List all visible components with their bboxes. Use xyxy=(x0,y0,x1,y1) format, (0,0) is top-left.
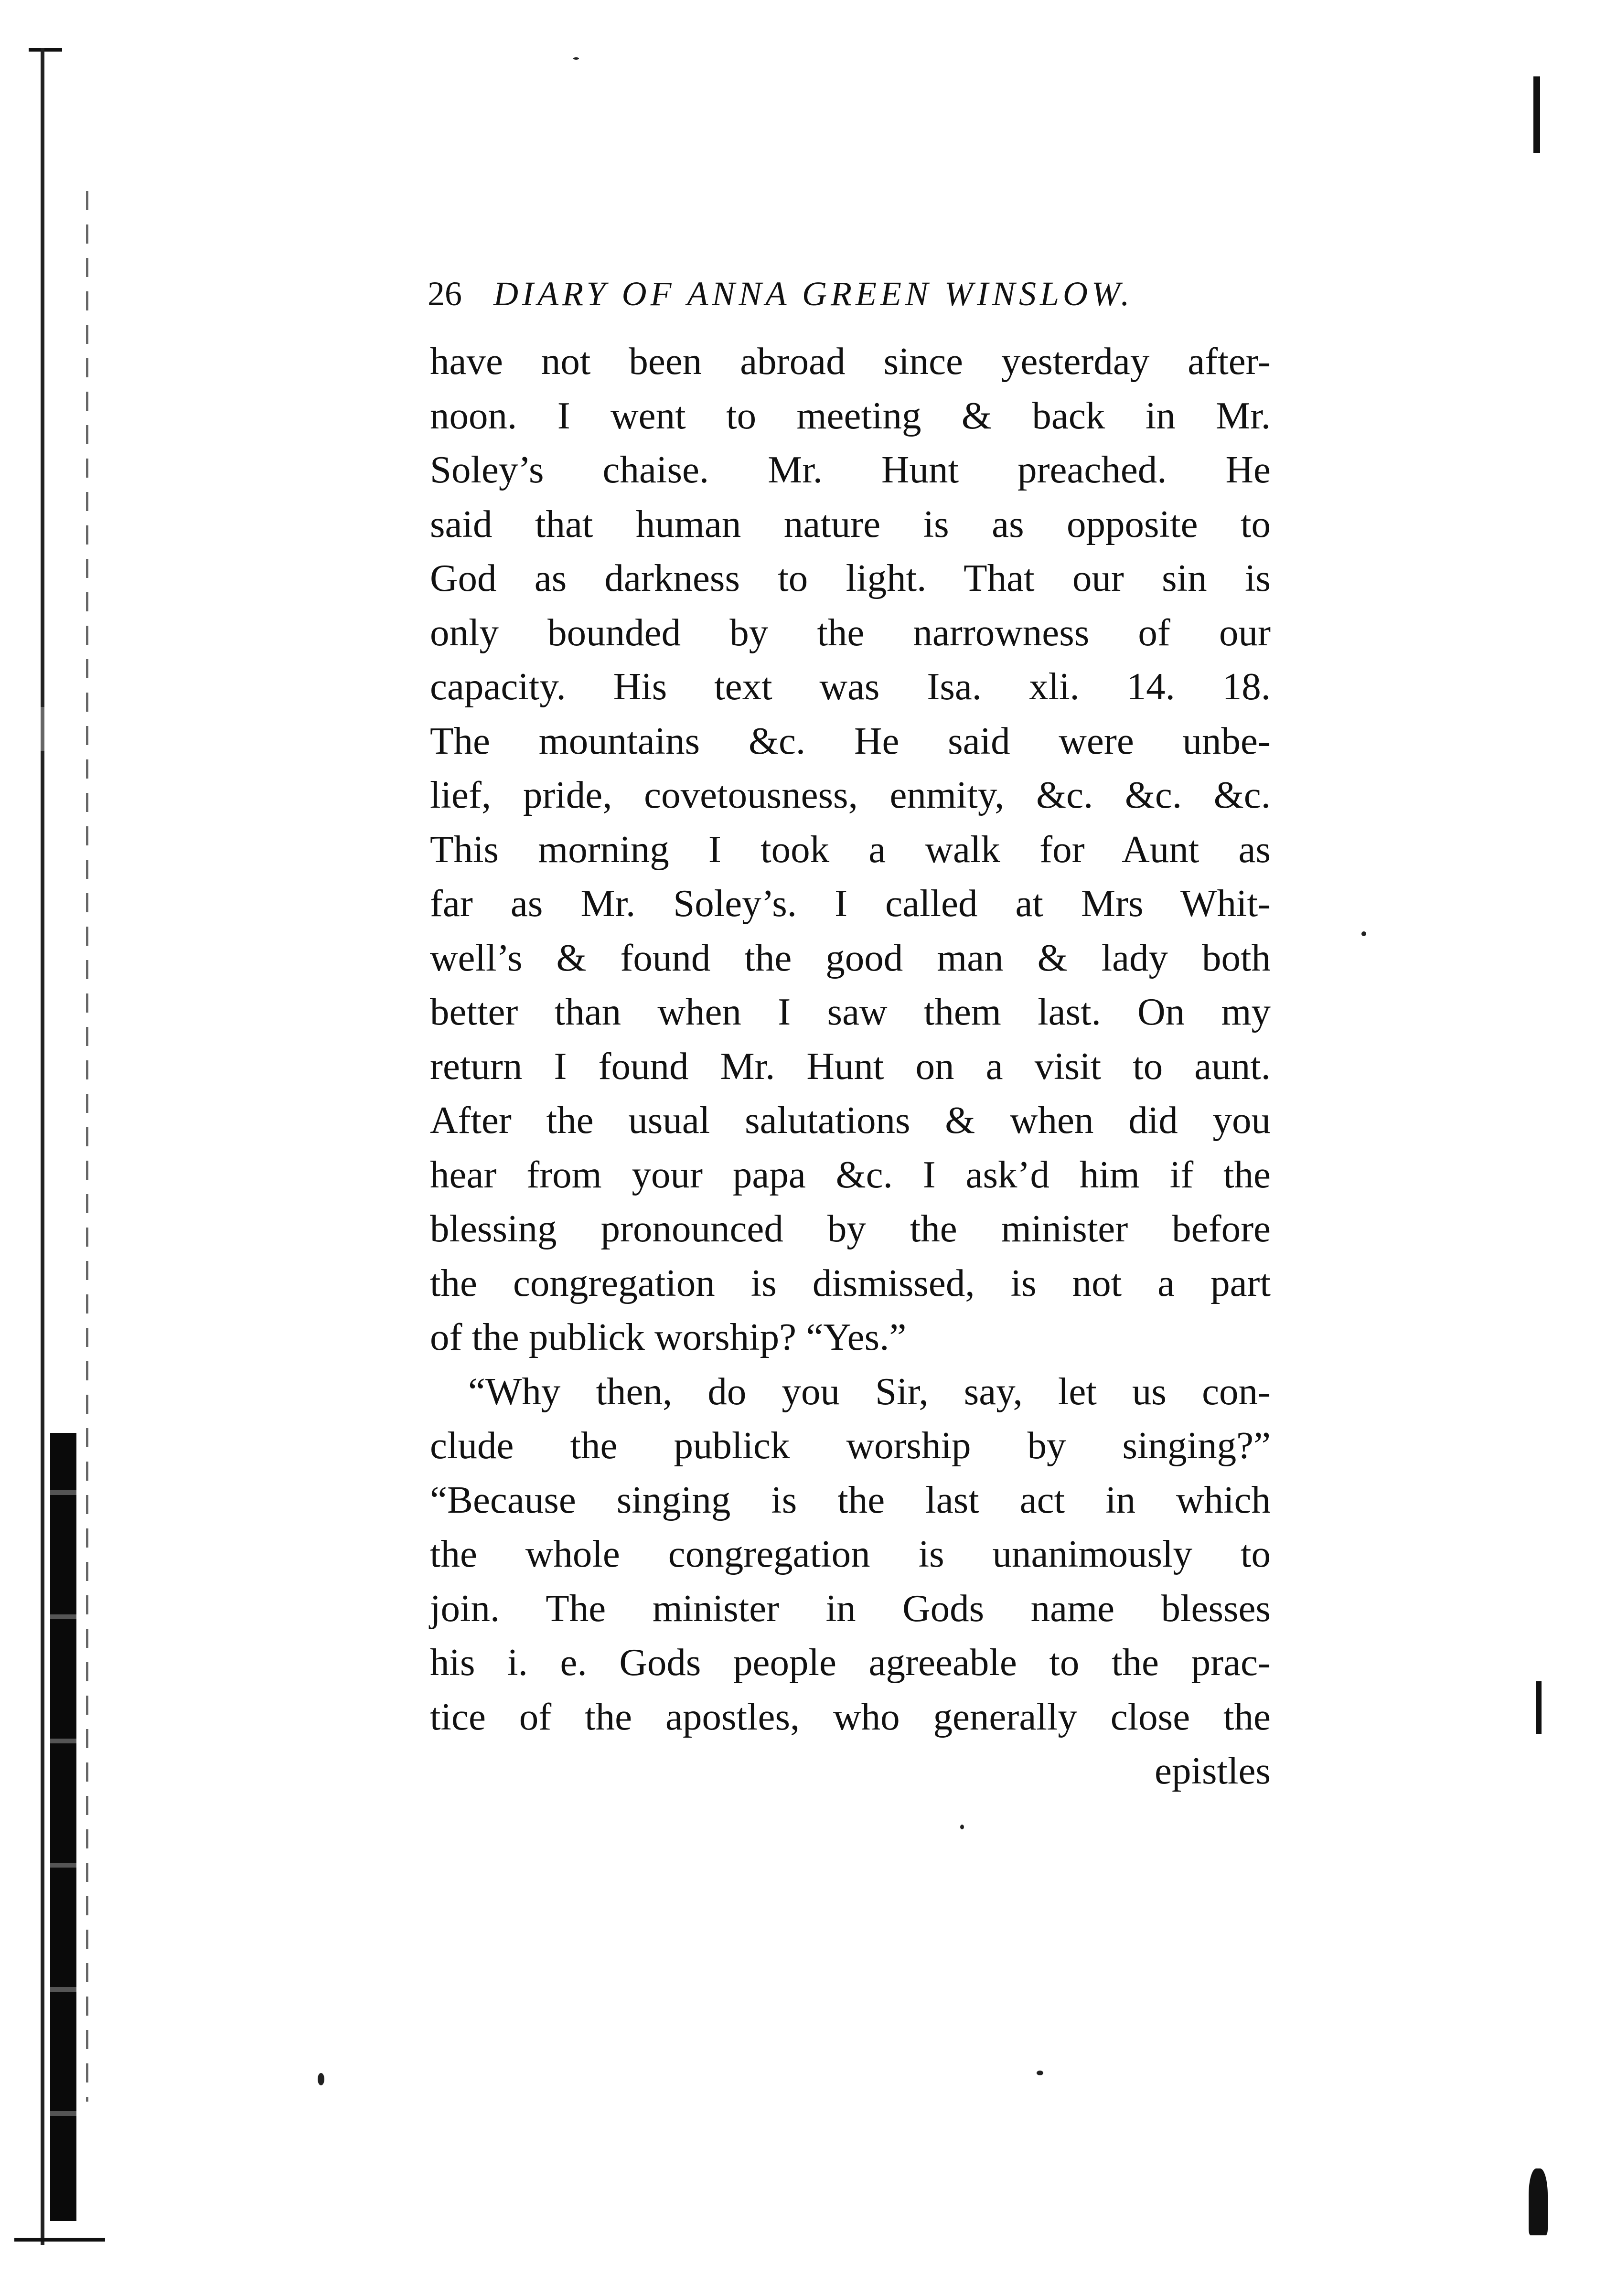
text-line: his i. e. Gods people agreeable to the prac- xyxy=(430,1641,1271,1684)
edge-mark xyxy=(1533,76,1540,153)
text-line: clude the publick worship by singing?” xyxy=(430,1424,1271,1467)
text-line: the whole congregation is unanimously to xyxy=(430,1532,1271,1575)
binding-spine-block xyxy=(50,1433,76,2221)
text-line: “Because singing is the last act in which xyxy=(430,1478,1271,1521)
edge-mark xyxy=(1536,1681,1542,1734)
text-line: lief, pride, covetousness, enmity, &c. &c. &c. xyxy=(430,773,1271,816)
text-line: only bounded by the narrowness of our xyxy=(430,610,1271,654)
page-number: 26 xyxy=(428,275,462,313)
text-line: well’s & found the good man & lady both xyxy=(430,936,1271,979)
diary-text xyxy=(430,334,1271,1798)
running-title: DIARY OF ANNA GREEN WINSLOW. xyxy=(493,275,1134,313)
text-line: said that human nature is as opposite to xyxy=(430,502,1271,545)
scan-binding-edge xyxy=(14,48,105,2250)
text-line: capacity. His text was Isa. xli. 14. 18. xyxy=(430,665,1271,708)
text-line: return I found Mr. Hunt on a visit to aunt. xyxy=(430,1044,1271,1088)
scan-speck xyxy=(1037,2071,1043,2075)
text-line: The mountains &c. He said were unbe- xyxy=(430,719,1271,762)
scan-speck xyxy=(960,1825,964,1829)
text-line: join. The minister in Gods name blesses xyxy=(430,1586,1271,1630)
text-line: Soley’s chaise. Mr. Hunt preached. He xyxy=(430,448,1271,491)
running-head xyxy=(428,267,1278,320)
binding-rule-top xyxy=(29,48,62,52)
text-line: After the usual salutations & when did you xyxy=(430,1099,1271,1142)
catchword: epistles xyxy=(1155,1749,1271,1792)
edge-mark xyxy=(1529,2168,1548,2235)
text-line: “Why then, do you Sir, say, let us con- xyxy=(468,1369,1271,1413)
text-line: have not been abroad since yesterday after- xyxy=(430,340,1271,383)
scan-speck xyxy=(1361,931,1366,936)
text-line: better than when I saw them last. On my xyxy=(430,990,1271,1033)
binding-rule-bottom xyxy=(14,2238,105,2242)
text-line: This morning I took a walk for Aunt as xyxy=(430,827,1271,871)
text-line: hear from your papa &c. I ask’d him if the xyxy=(430,1153,1271,1196)
binding-spine-line xyxy=(41,48,44,2245)
scan-speck xyxy=(318,2073,324,2085)
scan-speck xyxy=(573,57,579,60)
binding-spine-dashes xyxy=(86,191,88,2102)
text-line: tice of the apostles, who generally close the xyxy=(430,1695,1271,1738)
scan-right-edge xyxy=(1514,57,1572,2235)
text-line: noon. I went to meeting & back in Mr. xyxy=(430,394,1271,437)
text-line: of the publick worship? “Yes.” xyxy=(430,1315,907,1358)
text-line: God as darkness to light. That our sin is xyxy=(430,556,1271,599)
text-line: blessing pronounced by the minister before xyxy=(430,1207,1271,1250)
text-line: far as Mr. Soley’s. I called at Mrs Whit- xyxy=(430,882,1271,925)
text-line: the congregation is dismissed, is not a part xyxy=(430,1261,1271,1304)
